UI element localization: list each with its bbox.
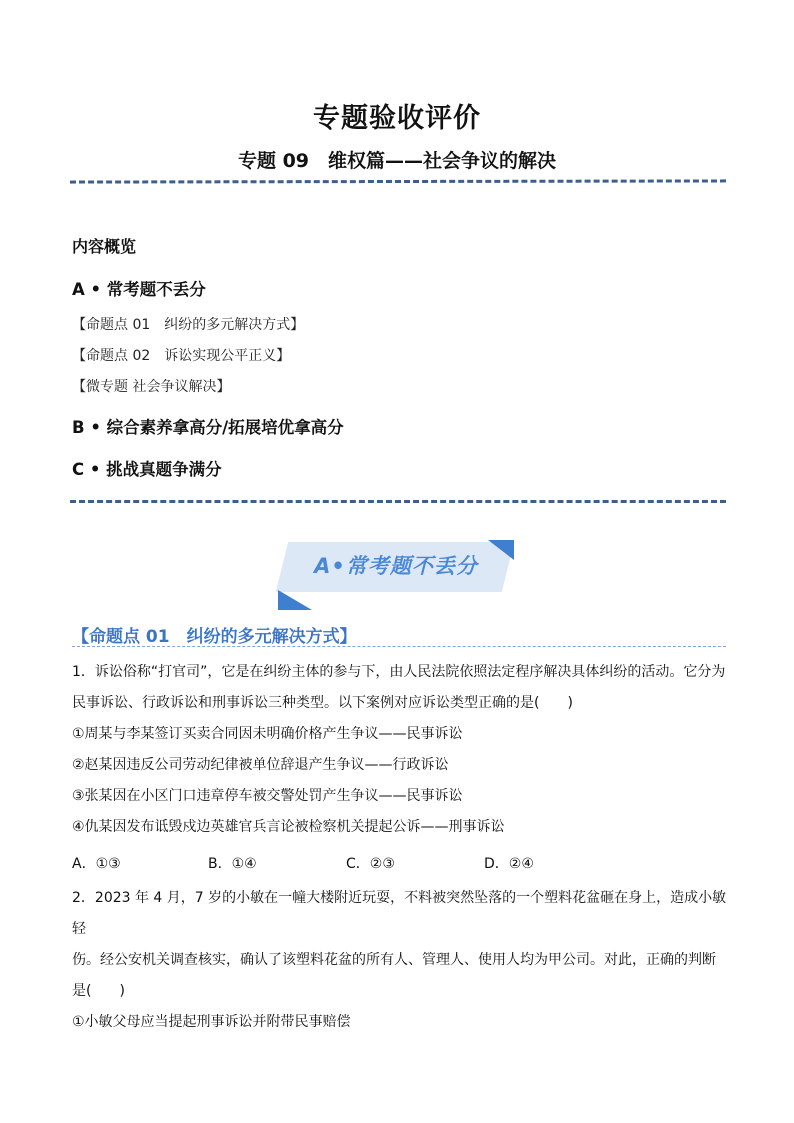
topic-point-underline xyxy=(72,646,726,647)
divider-bottom xyxy=(70,500,726,503)
statement-3: ③张某因在小区门口违章停车被交警处罚产生争议——民事诉讼 xyxy=(72,788,463,804)
statement-1: ①周某与李某签订买卖合同因未明确价格产生争议——民事诉讼 xyxy=(72,726,463,742)
overview-section-b: B • 综合素养拿高分/拓展培优拿高分 xyxy=(72,418,344,437)
option-b: B．①④ xyxy=(208,856,257,872)
overview-heading: 内容概览 xyxy=(72,237,137,256)
question-text: 2．2023 年 4 月，7 岁的小敏在一幢大楼附近玩耍，不料被突然坠落的一个塑料花盆砸在身上，造成小敏轻 xyxy=(72,890,727,937)
overview-section-a: A • 常考题不丢分 xyxy=(72,280,206,299)
divider-top xyxy=(70,179,726,183)
statement-2: ②赵某因违反公司劳动纪律被单位辞退产生争议——行政诉讼 xyxy=(72,757,449,773)
question-1 xyxy=(72,657,732,843)
banner-corner-decoration xyxy=(278,590,312,610)
overview-item-3: 【微专题 社会争议解决】 xyxy=(72,379,231,395)
overview-section-c: C • 挑战真题争满分 xyxy=(72,460,222,479)
page-title: 专题验收评价 xyxy=(313,103,481,134)
statement-4: ④仇某因发布诋毁戍边英雄官兵言论被检察机关提起公诉——刑事诉讼 xyxy=(72,819,505,835)
topic-point-heading: 【命题点 01 纠纷的多元解决方式】 xyxy=(72,627,357,647)
option-a: A．①③ xyxy=(72,856,121,872)
question-text: 是( ) xyxy=(72,983,125,999)
question-text: 1．诉讼俗称“打官司”，它是在纠纷主体的参与下，由人民法院依照法定程序解决具体纠纷的活动。它分为 xyxy=(72,664,726,680)
question-text: 伤。经公安机关调查核实，确认了该塑料花盆的所有人、管理人、使用人均为甲公司。对此，正确的判断 xyxy=(72,952,716,968)
option-d: D．②④ xyxy=(484,856,534,872)
overview-item-2: 【命题点 02 诉讼实现公平正义】 xyxy=(72,348,291,364)
page-subtitle: 专题 09 维权篇——社会争议的解决 xyxy=(237,150,557,172)
section-banner xyxy=(276,538,516,610)
question-2 xyxy=(72,883,732,1038)
overview-item-1: 【命题点 01 纠纷的多元解决方式】 xyxy=(72,317,305,333)
banner-label: A•常考题不丢分 xyxy=(314,554,478,578)
question-text: 民事诉讼、行政诉讼和刑事诉讼三种类型。以下案例对应诉讼类型正确的是( ) xyxy=(72,695,573,711)
option-c: C．②③ xyxy=(346,856,395,872)
statement-1: ①小敏父母应当提起刑事诉讼并附带民事赔偿 xyxy=(72,1014,351,1030)
